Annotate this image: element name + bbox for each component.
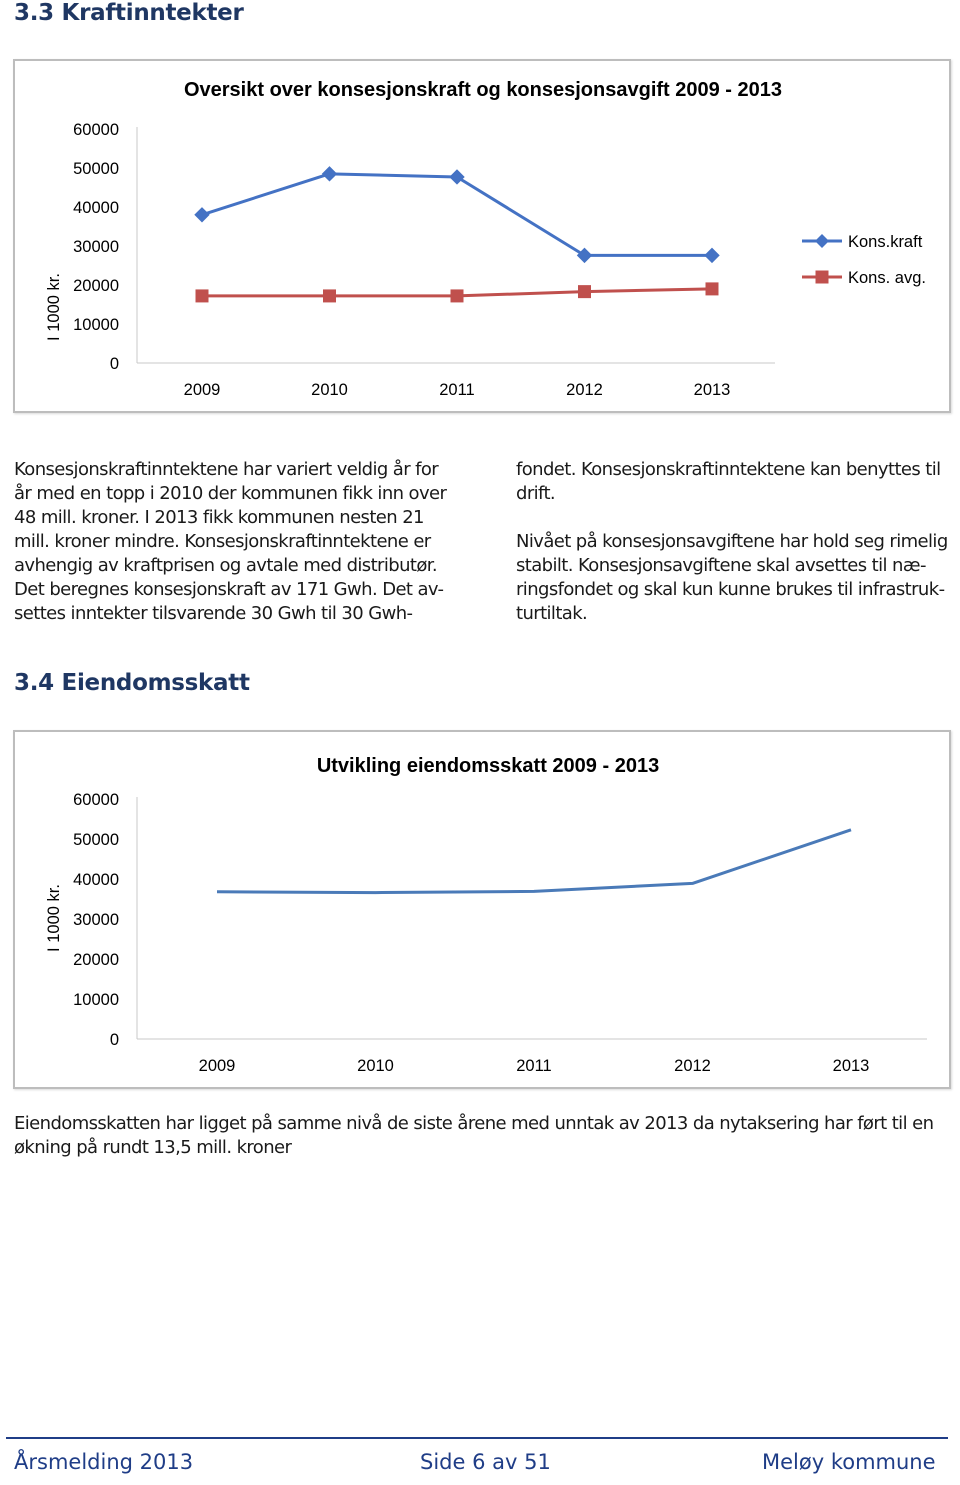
series-line [217,830,851,893]
text-line: fondet. Konsesjonskraftinntektene kan benyttes til [516,459,941,480]
text-line: 48 mill. kroner. I 2013 fikk kommunen nesten 21 [14,507,424,528]
text-line: turtiltak. [516,603,588,624]
body-text-right-2 [516,530,948,626]
legend-marker-square [816,271,829,284]
text-line: Eiendomsskatten har ligget på samme nivå de siste årene med unntak av 2013 da nytaksering har ført til en [14,1113,934,1134]
y-tick-label: 10000 [73,316,119,334]
x-tick-label: 2010 [311,381,348,399]
chart-eiendomsskatt-svg [15,732,949,1087]
x-tick-label: 2012 [674,1057,711,1075]
y-tick-label: 20000 [73,951,119,969]
chart-konsesjon-svg [15,61,949,411]
y-tick-label: 10000 [73,991,119,1009]
y-axis-label: I 1000 kr. [45,273,63,341]
data-point-square [706,282,719,295]
y-axis-label: I 1000 kr. [45,884,63,952]
y-tick-label: 40000 [73,871,119,889]
data-point-diamond [450,170,464,184]
x-tick-label: 2012 [566,381,603,399]
footer-organization: Meløy kommune [762,1450,936,1474]
chart-title: Utvikling eiendomsskatt 2009 - 2013 [316,755,660,777]
footer-document-title: Årsmelding 2013 [14,1450,194,1474]
x-tick-label: 2009 [198,1057,236,1075]
text-line: Det beregnes konsesjonskraft av 171 Gwh. Det av- [14,579,444,600]
series-line [202,174,712,256]
text-line: drift. [516,483,556,504]
y-tick-label: 60000 [73,121,119,139]
y-tick-label: 0 [109,1031,119,1049]
x-tick-label: 2011 [516,1057,552,1075]
x-tick-label: 2013 [693,381,731,399]
legend-label: Kons. avg. [848,269,926,287]
text-line: Konsesjonskraftinntektene har variert veldig år for [14,459,439,480]
text-line: stabilt. Konsesjonsavgiftene skal avsettes til næ- [516,555,926,576]
text-line: Nivået på konsesjonsavgiftene har hold seg rimelig [516,531,948,552]
body-text-right-1 [516,458,941,506]
data-point-diamond [705,248,719,262]
section-heading-kraftinntekter: 3.3 Kraftinntekter [14,0,244,26]
data-point-diamond [323,167,337,181]
x-tick-label: 2011 [439,381,475,399]
y-tick-label: 0 [109,355,119,373]
y-tick-label: 60000 [73,791,119,809]
x-tick-label: 2009 [183,381,221,399]
y-tick-label: 40000 [73,199,119,217]
y-tick-label: 50000 [73,160,119,178]
chart-eiendomsskatt [13,730,951,1089]
footer-rule [6,1437,948,1439]
footer-page-number: Side 6 av 51 [420,1450,551,1474]
chart-title: Oversikt over konsesjonskraft og konsesjonsavgift 2009 - 2013 [183,79,783,101]
text-line: settes inntekter tilsvarende 30 Gwh til 30 Gwh- [14,603,413,624]
y-tick-label: 20000 [73,277,119,295]
data-point-diamond [578,248,592,262]
y-tick-label: 30000 [73,911,119,929]
body-text-left [14,458,446,626]
y-tick-label: 30000 [73,238,119,256]
data-point-square [578,285,591,298]
legend-marker-diamond [815,234,829,248]
text-line: mill. kroner mindre. Konsesjonskraftinntektene er [14,531,431,552]
data-point-diamond [195,208,209,222]
chart-konsesjon [13,59,951,413]
legend-label: Kons.kraft [848,233,923,251]
text-line: avhengig av kraftprisen og avtale med distributør. [14,555,438,576]
text-line: år med en topp i 2010 der kommunen fikk inn over [14,483,447,504]
data-point-square [451,289,464,302]
text-line: ringsfondet og skal kun kunne brukes til infrastruk- [516,579,945,600]
body-text-eiendomsskatt [14,1112,933,1160]
y-tick-label: 50000 [73,831,119,849]
x-tick-label: 2010 [357,1057,394,1075]
x-tick-label: 2013 [832,1057,870,1075]
section-heading-eiendomsskatt: 3.4 Eiendomsskatt [14,670,250,696]
data-point-square [323,289,336,302]
text-line: økning på rundt 13,5 mill. kroner [14,1137,292,1158]
data-point-square [196,289,209,302]
